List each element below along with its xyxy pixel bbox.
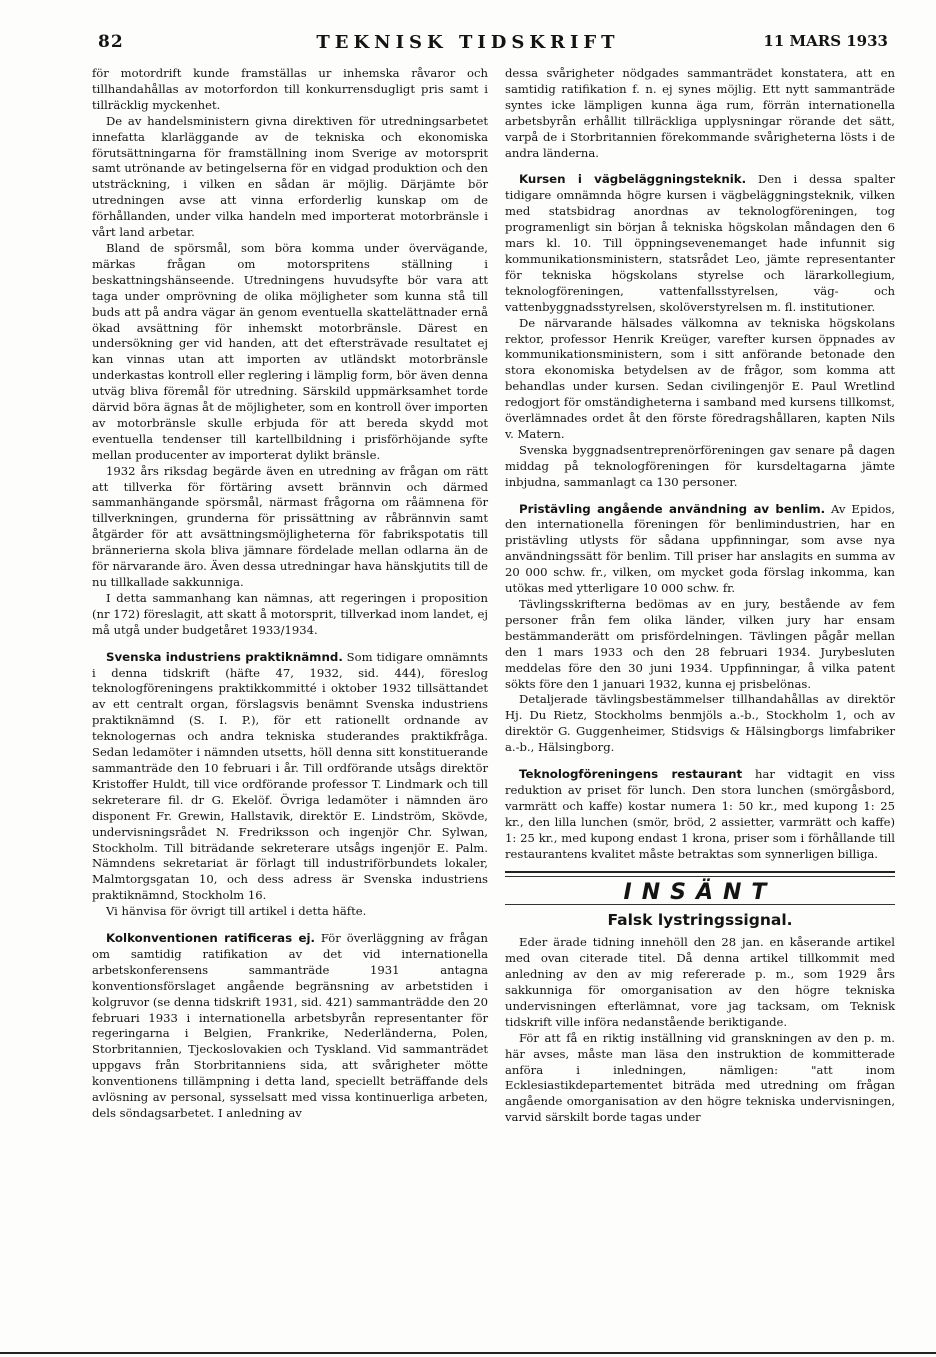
news-heading: Pristävling angående användning av benlim.: [519, 501, 826, 516]
section-heading-insant: INSÄNT: [623, 879, 777, 905]
left-column: [92, 66, 488, 1122]
paragraph: Eder ärade tidning innehöll den 28 jan. en kåserande artikel med ovan citerade titel. Då denna artikel tillkommit med anledning av den av mig refererade p. m., som 1929 års sakkunniga för omorganisation av den högre tekniska undervisningen efterlämnat, vore jag tacksam, om Teknisk tidskrift ville införa nedanstående beriktigande.: [505, 935, 895, 1029]
paragraph: Vi hänvisa för övrigt till artikel i detta häfte.: [106, 904, 367, 919]
news-body: Av Epidos, den internationella föreningen för benlimindustrien, har en pristävling utlysts för sådana uppfinningar, som avse nya användningssätt för benlim. Till priser har anslagits en summa av 20 000 schw. fr., vilken, om mycket goda förslag inkomma, kan utökas med ytterligare 10 000 schw. fr.: [505, 501, 895, 596]
paragraph: Detaljerade tävlingsbestämmelser tillhandahållas av direktör Hj. Du Rietz, Stockholms benmjöls a.-b., Stockholm 1, och av direktör G. Guggenheimer, Stidsvigs & Hälsingborgs limfabriker a.-b., Hälsingborg.: [505, 692, 895, 755]
running-header: [0, 30, 936, 60]
journal-title: TEKNISK TIDSKRIFT: [316, 32, 620, 53]
news-item: [92, 931, 488, 1122]
news-heading: Kolkonventionen ratificeras ej.: [106, 931, 315, 946]
news-item: [505, 172, 895, 315]
paragraph: I detta sammanhang kan nämnas, att regeringen i proposition (nr 172) föreslagit, att skatt å motorsprit, tillverkad inom landet, ej må utgå under budgetåret 1933/1934.: [92, 590, 488, 637]
news-item: [92, 650, 488, 905]
news-body: För överläggning av frågan om samtidig ratifikation av det vid internationella arbetskonferensens sammanträde 1931 antagna konventionsförslaget angående begränsning av arbetstiden i kolgruvor (se denna tidskrift 1931, sid. 421) sammanträdde den 20 februari 1933 i internationella arbetsbyrån representanter för regeringarna i Belgien, Frankrike, Nederländerna, Polen, Storbritannien, Tjeckoslovakien och Tyskland. Vid sammanträdet uppgavs från Storbritanniens sida, att svårigheter mötte konventionens tillämpning i detta land, speciellt beträffande dels avlösning av personal, sysselsatt med vissa kontinuerliga arbeten, dels söndagsarbetet. I anledning av: [92, 931, 488, 1120]
right-column: [505, 66, 895, 1126]
paragraph: Svenska byggnadsentreprenörföreningen gav senare på dagen middag på teknologföreningen för kursdeltagarna jämte inbjudna, sammanlagt ca 130 personer.: [505, 442, 895, 489]
page-number: 82: [98, 32, 124, 52]
news-body: Den i dessa spalter tidigare omnämnda högre kursen i vägbeläggningsteknik, vilken med statsbidrag anordnas av teknologföreningen, tog programenligt sin början å tekniska högskolan måndagen den 6 mars kl. 10. Till öppningsevenemanget hade infunnit sig kommunikationsministern, statsrådet Leo, jämte representanter för tekniska högskolans styrelse och lärarkollegium, teknologföreningen, vattenfallsstyrelsen, väg- och vattenbyggnadsstyrelsen, skolöverstyrelsen m. fl. institutioner.: [505, 172, 895, 314]
paragraph: De närvarande hälsades välkomna av tekniska högskolans rektor, professor Henrik Kreüger, varefter kursen öppnades av kommunikationsministern, som i sitt anförande betonade den stora ekonomiska betydelsen av de frågor, som komma att behandlas under kursen. Sedan civilingenjör E. Paul Wretlind redogjort för omständigheterna i samband med kursens tillkomst, överlämnades ordet åt den förste föredragshållaren, kapten Nils v. Matern.: [505, 315, 895, 441]
section-divider-thick: [505, 871, 895, 873]
section-divider-thin: [505, 876, 895, 877]
news-body: Som tidigare omnämnts i denna tidskrift (häfte 47, 1932, sid. 444), föreslog teknologföreningens praktikkommitté i oktober 1932 tillsättandet av ett centralt organ, förslagsvis benämnt Svenska industriens praktiknämnd (S. I. P.), för ett rationellt ordnande av teknologernas och andra tekniska studerandes praktikfråga. Sedan ledamöter i nämnden utsetts, höll denna sitt konstituerande sammanträde den 10 februari i år. Till ordförande utsågs direktör Kristoffer Huldt, till vice ordförande professor T. Lindmark och till sekreterare fil. dr G. Ekelöf. Övriga ledamöter i nämnden äro disponent Fr. Grewin, Hallstavik, direktör E. Lindström, Skövde, undervisningsrådet N. Fredriksson och ingenjör Chr. Sylwan, Stockholm. Till biträdande sekreterare utsågs ingenjör E. Palm. Nämndens sekretariat är förlagt till industriförbundets lokaler, Malmtorgsgatan 10, och dess adress är Svenska industriens praktiknämnd, Stockholm 16.: [92, 649, 488, 903]
news-heading: Svenska industriens praktiknämnd.: [106, 649, 343, 664]
paragraph: För att få en riktig inställning vid granskningen av den p. m. här avses, måste man läsa den instruktion de kommitterade anföra i inledningen, nämligen: "att inom Ecklesiastikdepartementet biträda med utredning om frågan angående omorganisation av den högre tekniska undervisningen, varvid särskilt borde tagas under: [505, 1030, 895, 1125]
news-item: [505, 502, 895, 597]
paragraph: 1932 års riksdag begärde även en utredning av frågan om rätt att tillverka för förtäring avsett brännvin och därmed sammanhängande spörsmål, närmast frågorna om råämnena för tillverkningen, grunderna för prissättning av råbrännvin samt åtgärder för att avsättningsmöjligheterna för fabrikspotatis till brännerierna skola bliva jämnare fördelade mellan odlarna än de för närvarande äro. Även dessa utredningar hava hänskjutits till de nu tillkallade sakkunniga.: [92, 463, 488, 589]
paragraph: dessa svårigheter nödgades sammanträdet konstatera, att en samtidig ratifikation f. n. ej synes möjlig. Ett nytt sammanträde syntes icke lämpligen kunna äga rum, förrän internationella arbetsbyrån erhållit tillräckliga upplysningar rörande det sätt, varpå de i Storbritannien förekommande svårigheterna lösts i de andra länderna.: [505, 66, 895, 160]
news-heading: Teknologföreningens restaurant: [519, 767, 743, 782]
paragraph: Bland de spörsmål, som böra komma under övervägande, märkas frågan om motorspritens ställning i beskattningshänseende. Utredningens huvudsyfte bör vara att taga under omprövning de olika möjligheter som kunna stå till buds att på andra vägar än genom eventuella skattelättnader ernå ökad avsättning för inhemskt motorbränsle. Därest en undersökning ger vid handen, att det eftersträvade resultatet ej kan vinnas utan att importen av utländskt motorbränsle underkastas kontroll eller reglering i lämplig form, bör även denna utväg bliva föremål för utredning. Särskild uppmärksamhet torde därvid böra ägnas åt de möjligheter, som en kontroll över importen av motorbränsle skulle erbjuda för att bereda skydd mot eventuella tendenser till kartellbildning i prisförhöjande syfte mellan producenter av importerat dylikt bränsle.: [92, 240, 488, 462]
paragraph: Tävlingsskrifterna bedömas av en jury, bestående av fem personer från fem olika länder, vilken jury har ensam bestämmanderätt om prisfördelningen. Tävlingen pågår mellan den 1 mars 1933 och den 28 februari 1934. Jurybesluten meddelas före den 30 juni 1934. Uppfinningar, å vilka patent sökts före den 1 januari 1932, kunna ej prisbelönas.: [505, 597, 895, 691]
news-body: har vidtagit en viss reduktion av priset för lunch. Den stora lunchen (smörgåsbord, varmrätt och kaffe) kostar numera 1: 50 kr., med kupong 1: 25 kr., den lilla lunchen (smör, bröd, 2 assietter, varmrätt och kaffe) 1: 25 kr., med kupong endast 1 krona, priser som i förhållande till restaurantens kvalitet måste betraktas som synnerligen billiga.: [505, 767, 895, 861]
paragraph: De av handelsministern givna direktiven för utredningsarbetet innefatta klarläggande av de tekniska och ekonomiska förutsättningarna för framställning inom Sverige av motorsprit samt utrönande av betingelserna för en vidgad produktion och den utsträckning, i vilken en sådan är möjlig. Därjämte bör utredningen avse att vinna erforderlig kunskap om de förhållanden, under vilka handeln med importerat motorbränsle i vårt land arbetar.: [92, 113, 488, 240]
news-item: [505, 767, 895, 862]
news-heading: Kursen i vägbeläggningsteknik.: [519, 172, 747, 187]
section-divider-thin: [505, 904, 895, 905]
page-bottom-rule: [0, 1352, 936, 1354]
issue-date: 11 MARS 1933: [763, 32, 888, 50]
article-title: Falsk lystringssignal.: [607, 911, 793, 930]
paragraph: för motordrift kunde framställas ur inhemska råvaror och tillhandahållas av motorfordon till konkurrensdugligt pris samt i tillräcklig myckenhet.: [92, 66, 488, 112]
